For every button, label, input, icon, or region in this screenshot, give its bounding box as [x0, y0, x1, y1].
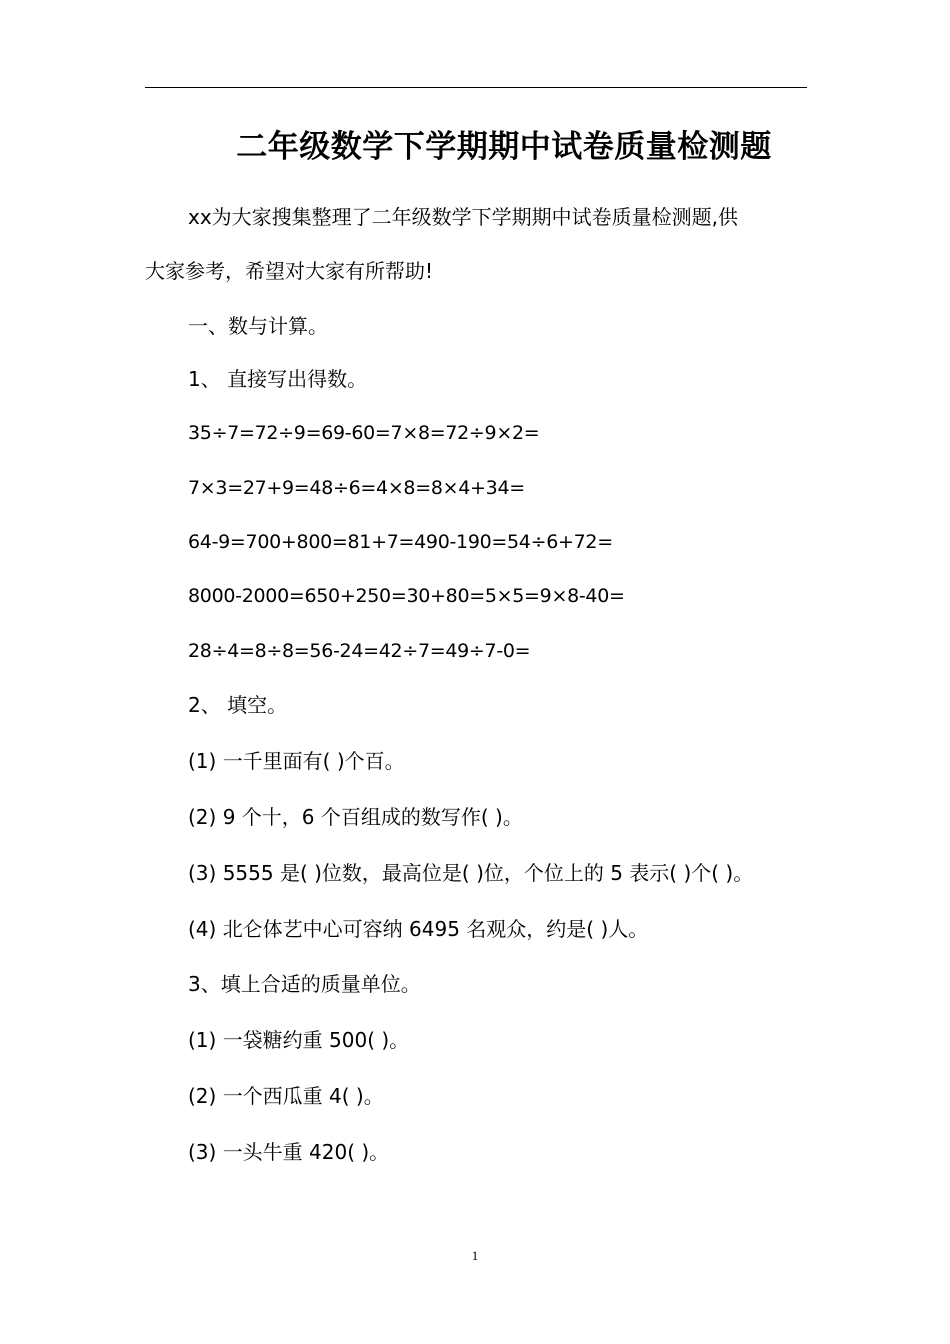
calc-row-2: 7×3=27+9=48÷6=4×8=8×4+34=: [188, 477, 525, 499]
header-rule: [145, 87, 807, 88]
calc-row-4: 8000-2000=650+250=30+80=5×5=9×8-40=: [188, 585, 625, 607]
intro-paragraph-line-1: xx为大家搜集整理了二年级数学下学期期中试卷质量检测题,供: [188, 205, 739, 229]
question-3-heading: 3、填上合适的质量单位。: [188, 972, 421, 996]
question-2-heading: 2、 填空。: [188, 693, 288, 717]
fill-blank-item-3: (3) 5555 是( )位数，最高位是( )位，个位上的 5 表示( )个( )。: [188, 861, 754, 885]
section-heading: 一、数与计算。: [188, 314, 328, 338]
fill-blank-item-1: (1) 一千里面有( )个百。: [188, 749, 405, 773]
document-title: 二年级数学下学期期中试卷质量检测题: [236, 129, 772, 165]
calc-row-5: 28÷4=8÷8=56-24=42÷7=49÷7-0=: [188, 640, 531, 662]
question-1-heading: 1、 直接写出得数。: [188, 367, 368, 391]
fill-blank-item-2: (2) 9 个十，6 个百组成的数写作( )。: [188, 805, 523, 829]
unit-item-1: (1) 一袋糖约重 500( )。: [188, 1028, 410, 1052]
intro-paragraph-line-2: 大家参考，希望对大家有所帮助!: [145, 259, 434, 283]
page-number: 1: [471, 1248, 479, 1263]
unit-item-2: (2) 一个西瓜重 4( )。: [188, 1084, 384, 1108]
calc-row-1: 35÷7=72÷9=69-60=7×8=72÷9×2=: [188, 422, 540, 444]
unit-item-3: (3) 一头牛重 420( )。: [188, 1140, 390, 1164]
calc-row-3: 64-9=700+800=81+7=490-190=54÷6+72=: [188, 531, 613, 553]
fill-blank-item-4: (4) 北仑体艺中心可容纳 6495 名观众，约是( )人。: [188, 917, 649, 941]
